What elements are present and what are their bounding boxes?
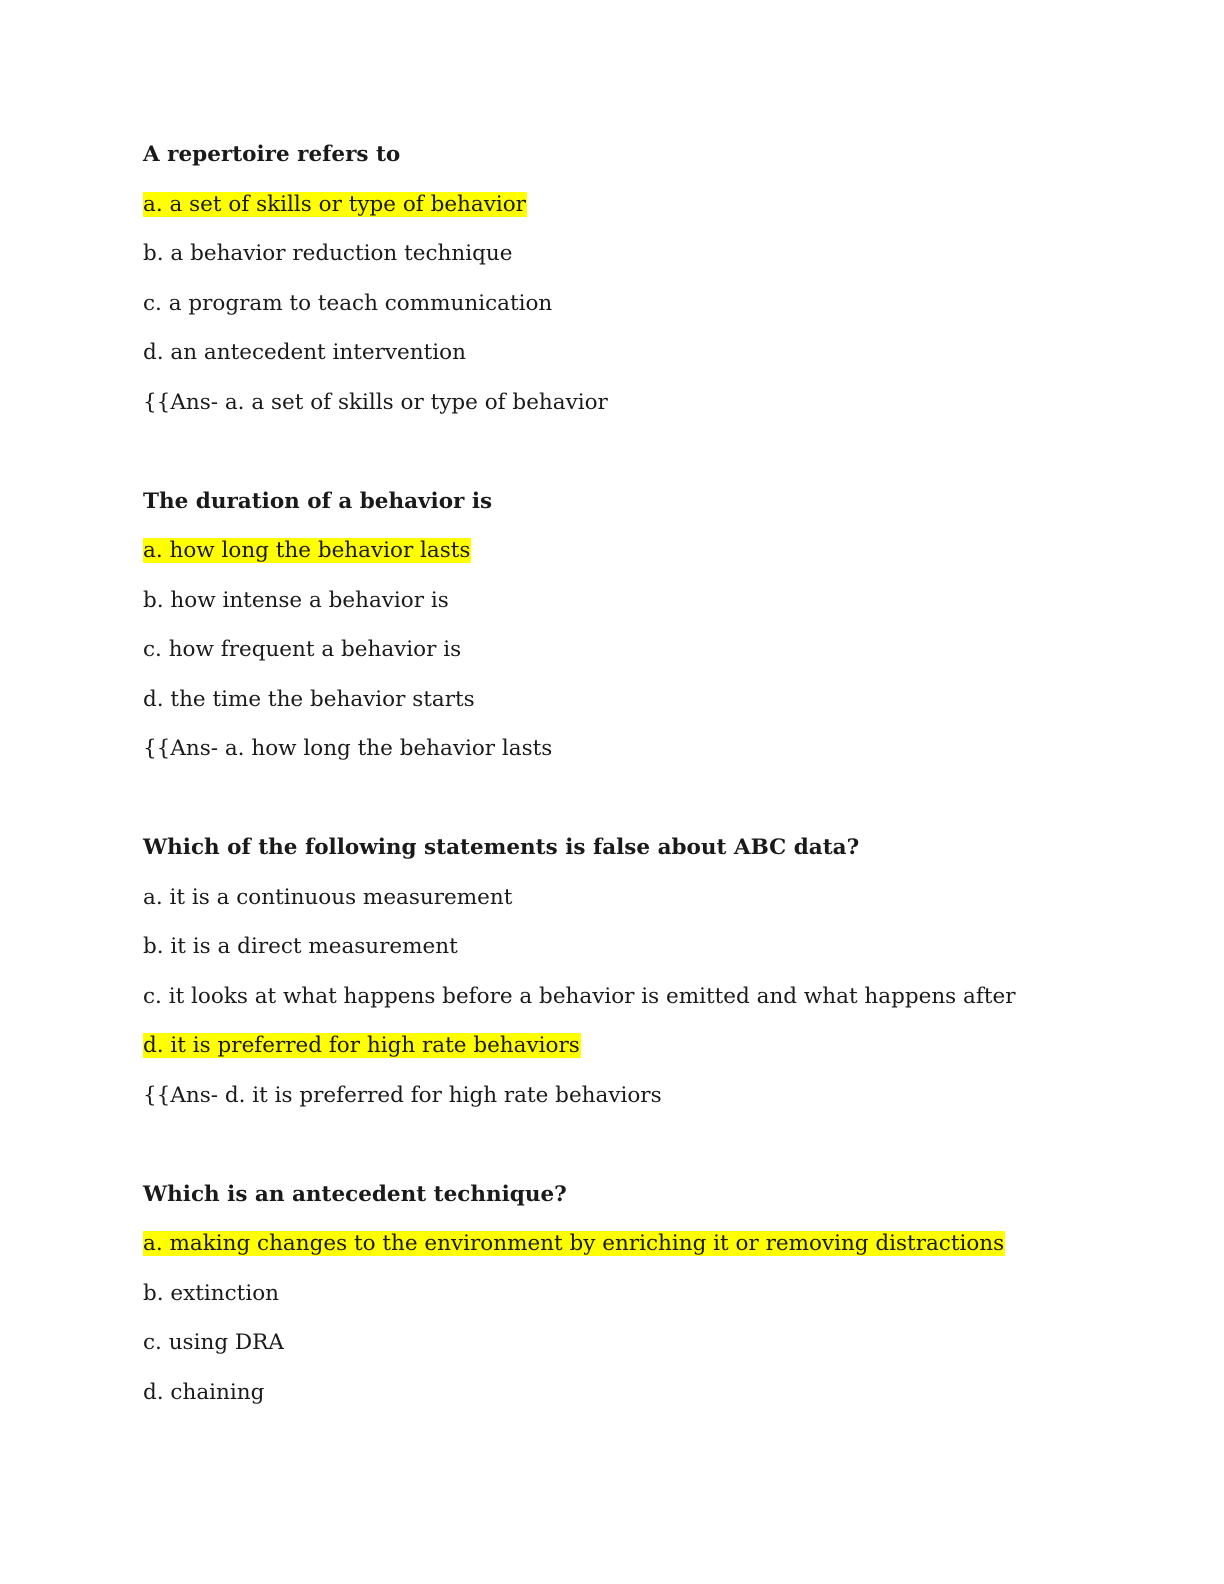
option-text: d. the time the behavior starts [143,686,475,712]
option-text: b. it is a direct measurement [143,934,458,959]
option-a [143,535,1143,585]
option-text: b. a behavior reduction technique [143,241,513,266]
option-text: b. extinction [143,1280,279,1306]
option-text: b. how intense a behavior is [143,587,449,613]
option-c [143,1327,1143,1377]
document-page [143,139,1143,1476]
option-c [143,981,1143,1031]
answer-line: {{Ans- a. a set of skills or type of behavior [143,389,608,415]
option-d [143,1377,1143,1427]
option-b [143,585,1143,635]
option-text: d. an antecedent intervention [143,340,466,365]
option-b [143,931,1143,981]
question-2 [143,486,1143,783]
option-text: a. how long the behavior lasts [143,538,471,563]
option-text: c. it looks at what happens before a behavior is emitted and what happens after [143,983,1016,1009]
option-text: d. chaining [143,1379,265,1405]
option-text: a. it is a continuous measurement [143,884,513,910]
option-b [143,238,1143,288]
option-text: c. a program to teach communication [143,290,553,316]
question-prompt: A repertoire refers to [143,142,401,167]
question-prompt: The duration of a behavior is [143,488,493,514]
option-b [143,1278,1143,1328]
option-text: d. it is preferred for high rate behaviors [143,1033,580,1058]
option-a [143,882,1143,932]
question-3 [143,832,1143,1129]
option-a [143,189,1143,239]
answer-line: {{Ans- d. it is preferred for high rate behaviors [143,1082,662,1108]
question-1 [143,139,1143,436]
option-text: c. using DRA [143,1330,284,1355]
question-4 [143,1179,1143,1427]
option-text: c. how frequent a behavior is [143,637,462,662]
option-d [143,684,1143,734]
option-c [143,634,1143,684]
question-prompt: Which of the following statements is false about ABC data? [143,835,860,860]
option-d [143,337,1143,387]
option-c [143,288,1143,338]
option-text: a. making changes to the environment by enriching it or removing distractions [143,1231,1005,1256]
option-text: a. a set of skills or type of behavior [143,191,526,217]
answer-line: {{Ans- a. how long the behavior lasts [143,736,553,761]
option-d [143,1030,1143,1080]
option-a [143,1228,1143,1278]
question-prompt: Which is an antecedent technique? [143,1181,567,1207]
